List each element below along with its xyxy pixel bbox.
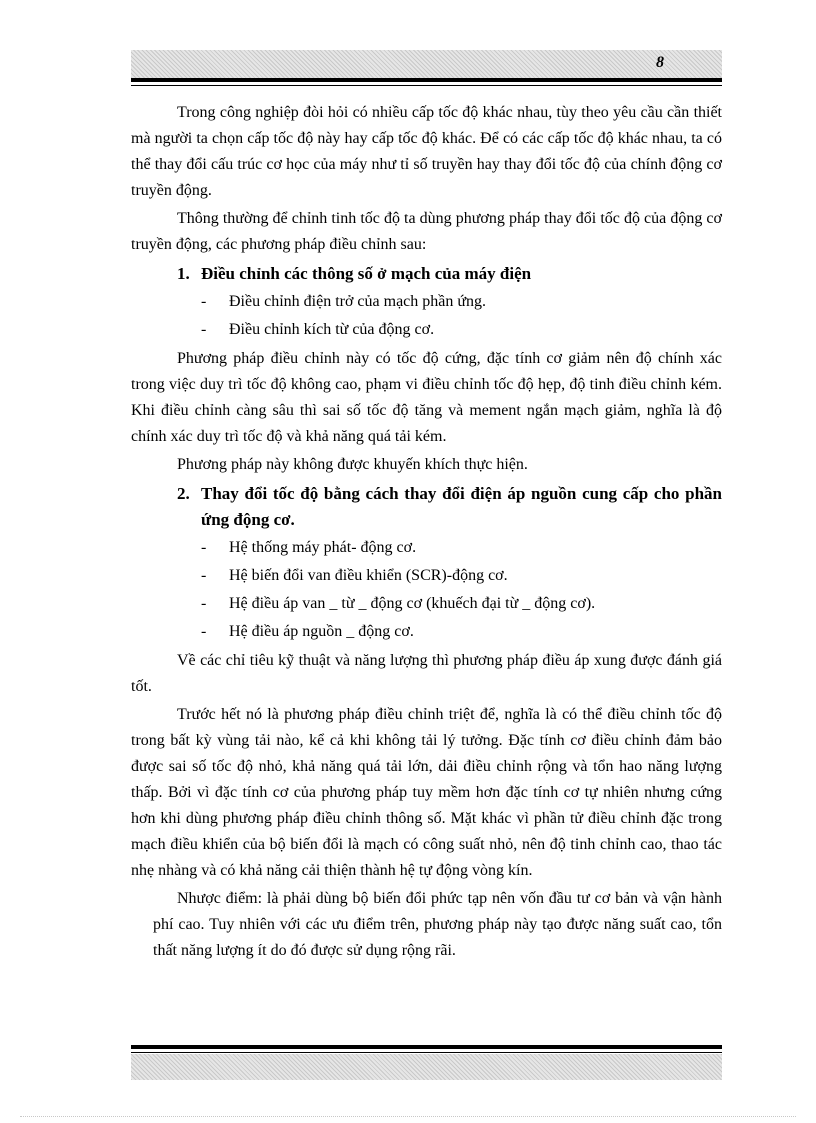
section-heading-2	[177, 481, 722, 533]
list-item	[201, 620, 722, 644]
paragraph: Trước hết nó là phương pháp điều chỉnh triệt để, nghĩa là có thể điều chỉnh tốc độ trong bất kỳ vùng tải nào, kể cả khi không tải lý tưởng. Đặc tính cơ điều chỉnh đảm bảo được sai số tốc độ nhỏ, khả năng quá tải lớn, dải điều chỉnh rộng và tổn hao năng lượng thấp. Bởi vì đặc tính cơ của phương pháp tuy mềm hơn đặc tính cơ tự nhiên nhưng cứng hơn khi dùng phương pháp điều chỉnh thông số. Mặt khác vì phần tử điều chỉnh đặc trong mạch điều khiển của bộ biến đổi là mạch có công suất nhỏ, nên độ tinh chỉnh cao, thao tác nhẹ nhàng và có khả năng cải thiện thành hệ tự động vòng kín.	[131, 706, 722, 879]
bullet-dash: -	[201, 321, 207, 338]
list-item-text: Hệ điều áp van _ từ _ động cơ (khuếch đại từ _ động cơ).	[229, 595, 596, 612]
paragraph: Trong công nghiệp đòi hỏi có nhiều cấp tốc độ khác nhau, tùy theo yêu cầu cần thiết mà người ta chọn cấp tốc độ này hay cấp tốc độ khác. Để có các cấp tốc độ khác nhau, ta có thể thay đổi cấu trúc cơ học của máy như tỉ số truyền hay thay đổi tốc độ của chính động cơ truyền động.	[131, 104, 722, 199]
list-item-text: Hệ điều áp nguồn _ động cơ.	[229, 623, 414, 640]
section-number: 1.	[177, 264, 190, 283]
header-rule-thin	[131, 85, 722, 86]
list-item	[201, 290, 722, 314]
list-item-text: Hệ biến đổi van điều khiển (SCR)-động cơ.	[229, 567, 508, 584]
list-item-text: Điều chỉnh điện trở của mạch phần ứng.	[229, 293, 487, 310]
section-title: Thay đổi tốc độ bằng cách thay đổi điện áp nguồn cung cấp cho phần ứng động cơ.	[201, 484, 722, 529]
section-number: 2.	[177, 484, 190, 503]
page-edge-divider	[20, 1116, 796, 1117]
paragraph: Thông thường để chỉnh tinh tốc độ ta dùng phương pháp thay đổi tốc độ của động cơ truyền động, các phương pháp điều chỉnh sau:	[131, 210, 722, 253]
paragraph: Phương pháp điều chỉnh này có tốc độ cứng, đặc tính cơ giảm nên độ chính xác trong việc duy trì tốc độ không cao, phạm vi điều chỉnh tốc độ hẹp, độ tinh điều chỉnh kém. Khi điều chỉnh càng sâu thì sai số tốc độ tăng và mement ngắn mạch giảm, nghĩa là độ chính xác duy trì tốc độ và khả năng quá tải kém.	[131, 350, 722, 445]
bullet-dash: -	[201, 539, 207, 556]
footer-band	[131, 1054, 722, 1080]
header-band	[131, 50, 722, 78]
paragraph: Phương pháp này không được khuyến khích thực hiện.	[177, 456, 528, 473]
bullet-dash: -	[201, 595, 207, 612]
paragraph: Nhược điểm: là phải dùng bộ biến đổi phức tạp nên vốn đầu tư cơ bản và vận hành phí cao. Tuy nhiên với các ưu điểm trên, phương pháp này tạo được năng suất cao, tổn thất năng lượng ít do đó được sử dụng rộng rãi.	[153, 890, 722, 959]
list-item-text: Hệ thống máy phát- động cơ.	[229, 539, 417, 556]
section-heading-1	[177, 261, 722, 287]
list-item	[201, 592, 722, 616]
paragraph: Về các chỉ tiêu kỹ thuật và năng lượng thì phương pháp điều áp xung được đánh giá tốt.	[131, 652, 722, 695]
bullet-dash: -	[201, 623, 207, 640]
list-item	[201, 564, 722, 588]
bullet-dash: -	[201, 567, 207, 584]
list-item	[201, 318, 722, 342]
list-item	[201, 536, 722, 560]
bullet-dash: -	[201, 293, 207, 310]
page-number: 8	[656, 54, 664, 71]
page-content	[131, 100, 722, 966]
header-rule	[131, 78, 722, 82]
footer-rule-thin	[131, 1052, 722, 1053]
footer-rule	[131, 1045, 722, 1049]
section-title: Điều chỉnh các thông số ở mạch của máy điện	[201, 264, 532, 283]
list-item-text: Điều chỉnh kích từ của động cơ.	[229, 321, 435, 338]
